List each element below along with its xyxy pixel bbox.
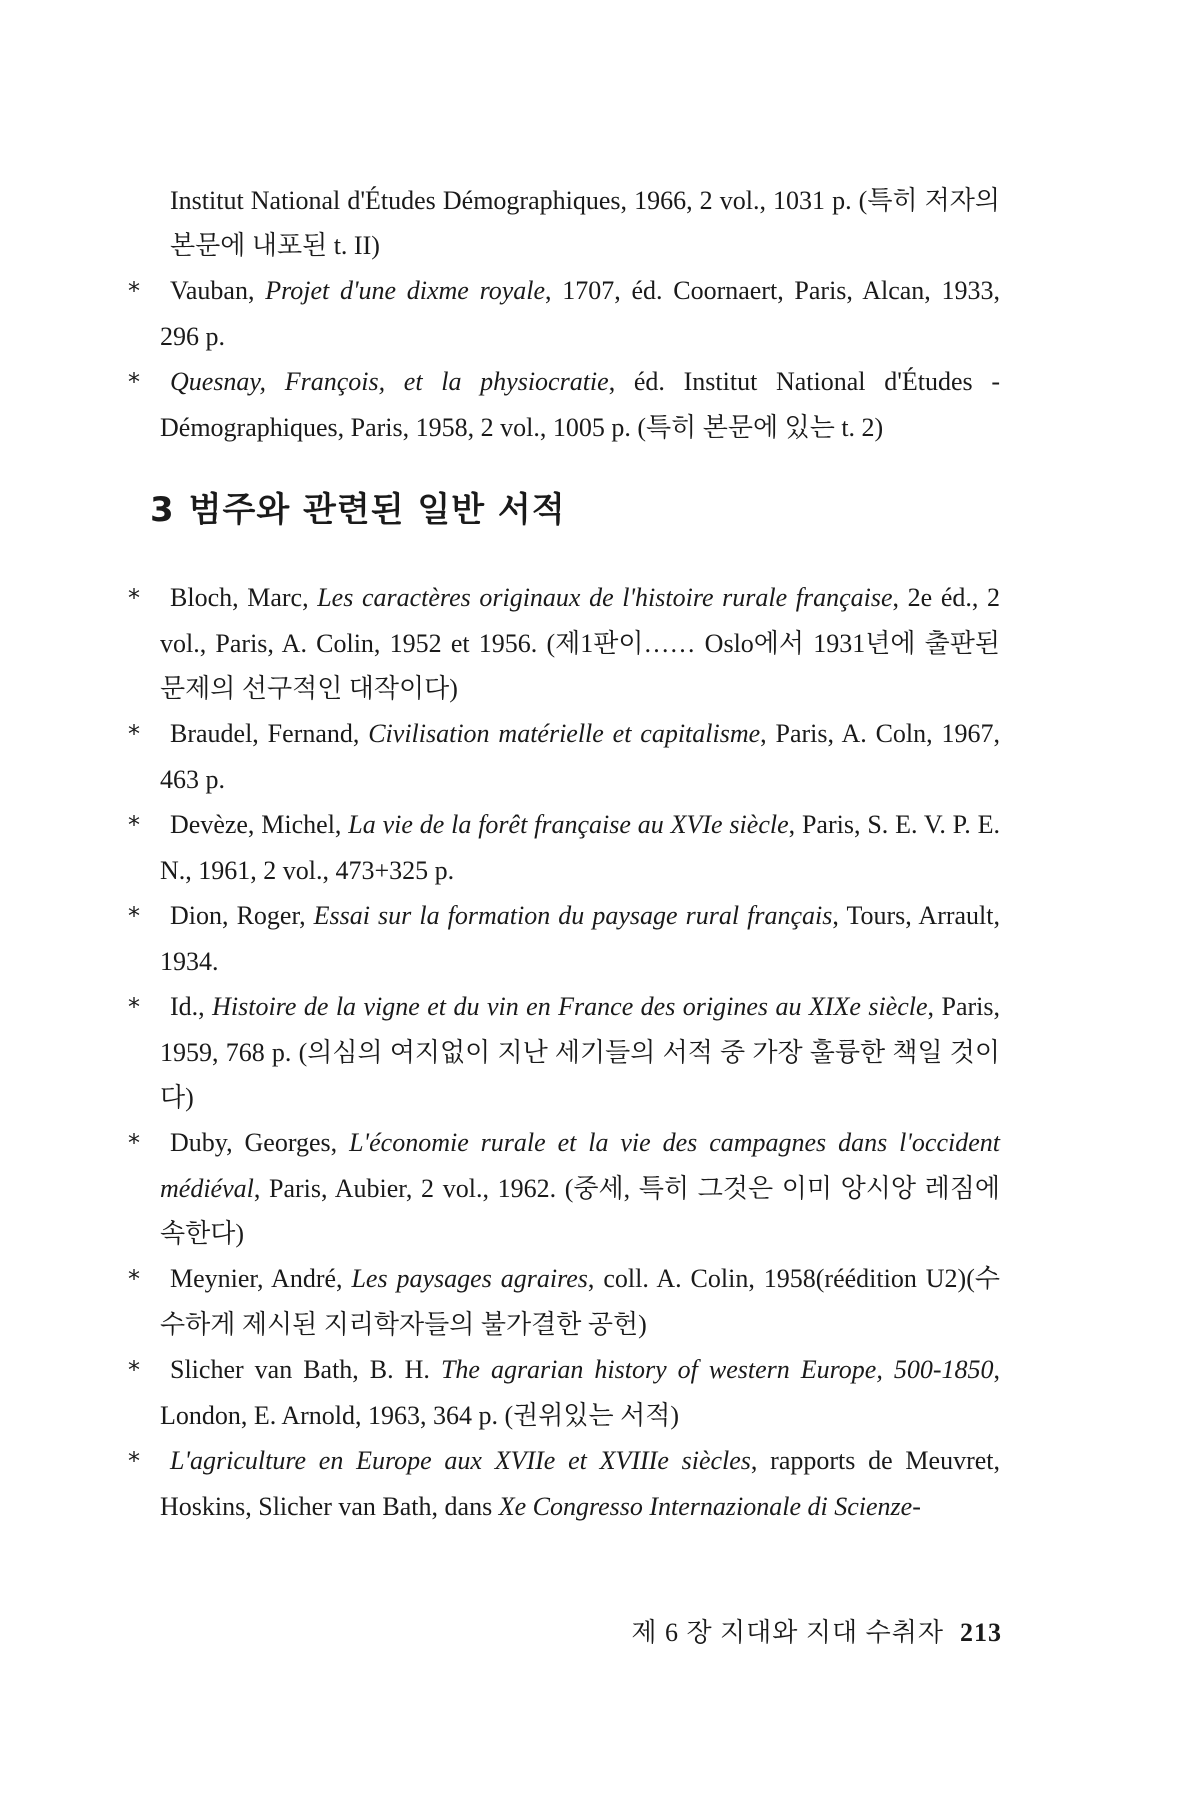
bibliography-text	[128, 178, 1001, 1529]
entry-details: , éd. Institut National d'Études -Démographiques, Paris, 1958, 2 vol., 1005 p. (특히 본문에 있는 t. 2)	[160, 367, 1000, 442]
entry-bullet: *	[128, 1447, 140, 1475]
section-heading	[150, 488, 1000, 533]
entry-author: Meynier, André,	[170, 1264, 352, 1293]
bibliography-entry	[128, 711, 1000, 802]
entry-details: , rapports de Meuvret, Hoskins, Slicher van Bath, dans	[160, 1446, 1000, 1521]
entry-author: Dion, Roger,	[170, 901, 314, 930]
bibliography-entry	[128, 893, 1001, 984]
bibliography-entry	[128, 1438, 1000, 1529]
entry-title: Projet d'une dixme royale	[265, 276, 546, 305]
entry-title: L'économie rurale et la vie des campagnes dans l'occident médiéval	[160, 1128, 1000, 1203]
entry-details: , Tours, Arrault, 1934.	[160, 901, 1001, 976]
intro-paragraph	[160, 178, 1000, 268]
entry-author: Devèze, Michel,	[170, 810, 349, 839]
entry-details: , Paris, S. E. V. P. E. N., 1961, 2 vol., 473+325 p.	[160, 810, 1000, 885]
entry-bullet: *	[128, 1265, 140, 1293]
entry-bullet: *	[128, 368, 140, 396]
entry-author: Vauban,	[170, 276, 266, 305]
entry-details: , 1707, éd. Coornaert, Paris, Alcan, 1933, 296 p.	[160, 276, 1000, 351]
entry-author: Slicher van Bath, B. H.	[170, 1355, 441, 1384]
intro-text: Institut National d'Études Démographiques, 1966, 2 vol., 1031 p. (특히 저자의 본문에 내포된 t. II)	[170, 186, 1000, 260]
entry-details: , Paris, A. Coln, 1967, 463 p.	[160, 719, 1000, 794]
entry-author: Id.,	[170, 992, 213, 1021]
entry-bullet: *	[128, 993, 140, 1021]
entry-title: Les paysages agraires	[351, 1264, 588, 1293]
bibliography-entry-vauban	[128, 268, 1000, 359]
entry-details: , Paris, Aubier, 2 vol., 1962. (중세, 특히 그것은 이미 앙시앙 레짐에 속한다)	[160, 1174, 1000, 1248]
entry-title: Les caractères originaux de l'histoire rurale française	[317, 583, 893, 612]
section-title: 범주와 관련된 일반 서적	[188, 490, 566, 530]
entry-title: L'agriculture en Europe aux XVIIe et XVIIIe siècles	[170, 1446, 751, 1475]
entry-bullet: *	[128, 1356, 140, 1384]
entry-title: Essai sur la formation du paysage rural français	[313, 901, 833, 930]
entry-details: , coll. A. Colin, 1958(réédition U2)(수수하게 제시된 지리학자들의 불가결한 공헌)	[160, 1264, 1000, 1339]
bibliography-entry	[128, 575, 1000, 711]
entry-author: Duby, Georges,	[170, 1128, 350, 1157]
entry-author: Bloch, Marc,	[170, 583, 318, 612]
entry-title: The agrarian history of western Europe, 500-1850	[440, 1355, 994, 1384]
bibliography-entry	[128, 1256, 1000, 1347]
entry-bullet: *	[128, 811, 140, 839]
running-footer-chapter: 제 6 장 지대와 지대 수취자	[631, 1618, 944, 1647]
bibliography-entry-quesnay	[128, 359, 1000, 450]
page-footer	[631, 1612, 1002, 1649]
entry-details: , Paris, 1959, 768 p. (의심의 여지없이 지난 세기들의 서적 중 가장 훌륭한 책일 것이다)	[160, 992, 1001, 1112]
entry-details: , 2e éd., 2 vol., Paris, A. Colin, 1952 et 1956. (제1판이…… Oslo에서 1931년에 출판된 문제의 선구적인 대작이다)	[160, 583, 1000, 703]
entry-bullet: *	[128, 720, 140, 748]
entry-details: , London, E. Arnold, 1963, 364 p. (권위있는 서적)	[160, 1355, 1000, 1430]
bibliography-entry	[128, 984, 1001, 1120]
page-number: 213	[960, 1618, 1002, 1647]
entry-bullet: *	[128, 277, 140, 305]
entry-title: Civilisation matérielle et capitalisme	[368, 719, 761, 748]
entry-bullet: *	[128, 902, 140, 930]
entry-bullet: *	[128, 1129, 140, 1157]
section-number: 3	[150, 490, 175, 530]
entry-title: Quesnay, François, et la physiocratie	[170, 367, 609, 396]
entry-bullet: *	[128, 584, 140, 612]
entry-author: Braudel, Fernand,	[170, 719, 369, 748]
entry-title: La vie de la forêt française au XVIe siècle	[348, 810, 789, 839]
bibliography-entry	[128, 802, 1000, 893]
entry-title-continued: Xe Congresso Internazionale di Scienze-	[498, 1492, 921, 1521]
bibliography-entry	[128, 1120, 1000, 1256]
bibliography-entry	[128, 1347, 1000, 1438]
bibliography-list	[128, 575, 1001, 1529]
entry-title: Histoire de la vigne et du vin en France des origines au XIXe siècle	[212, 992, 928, 1021]
